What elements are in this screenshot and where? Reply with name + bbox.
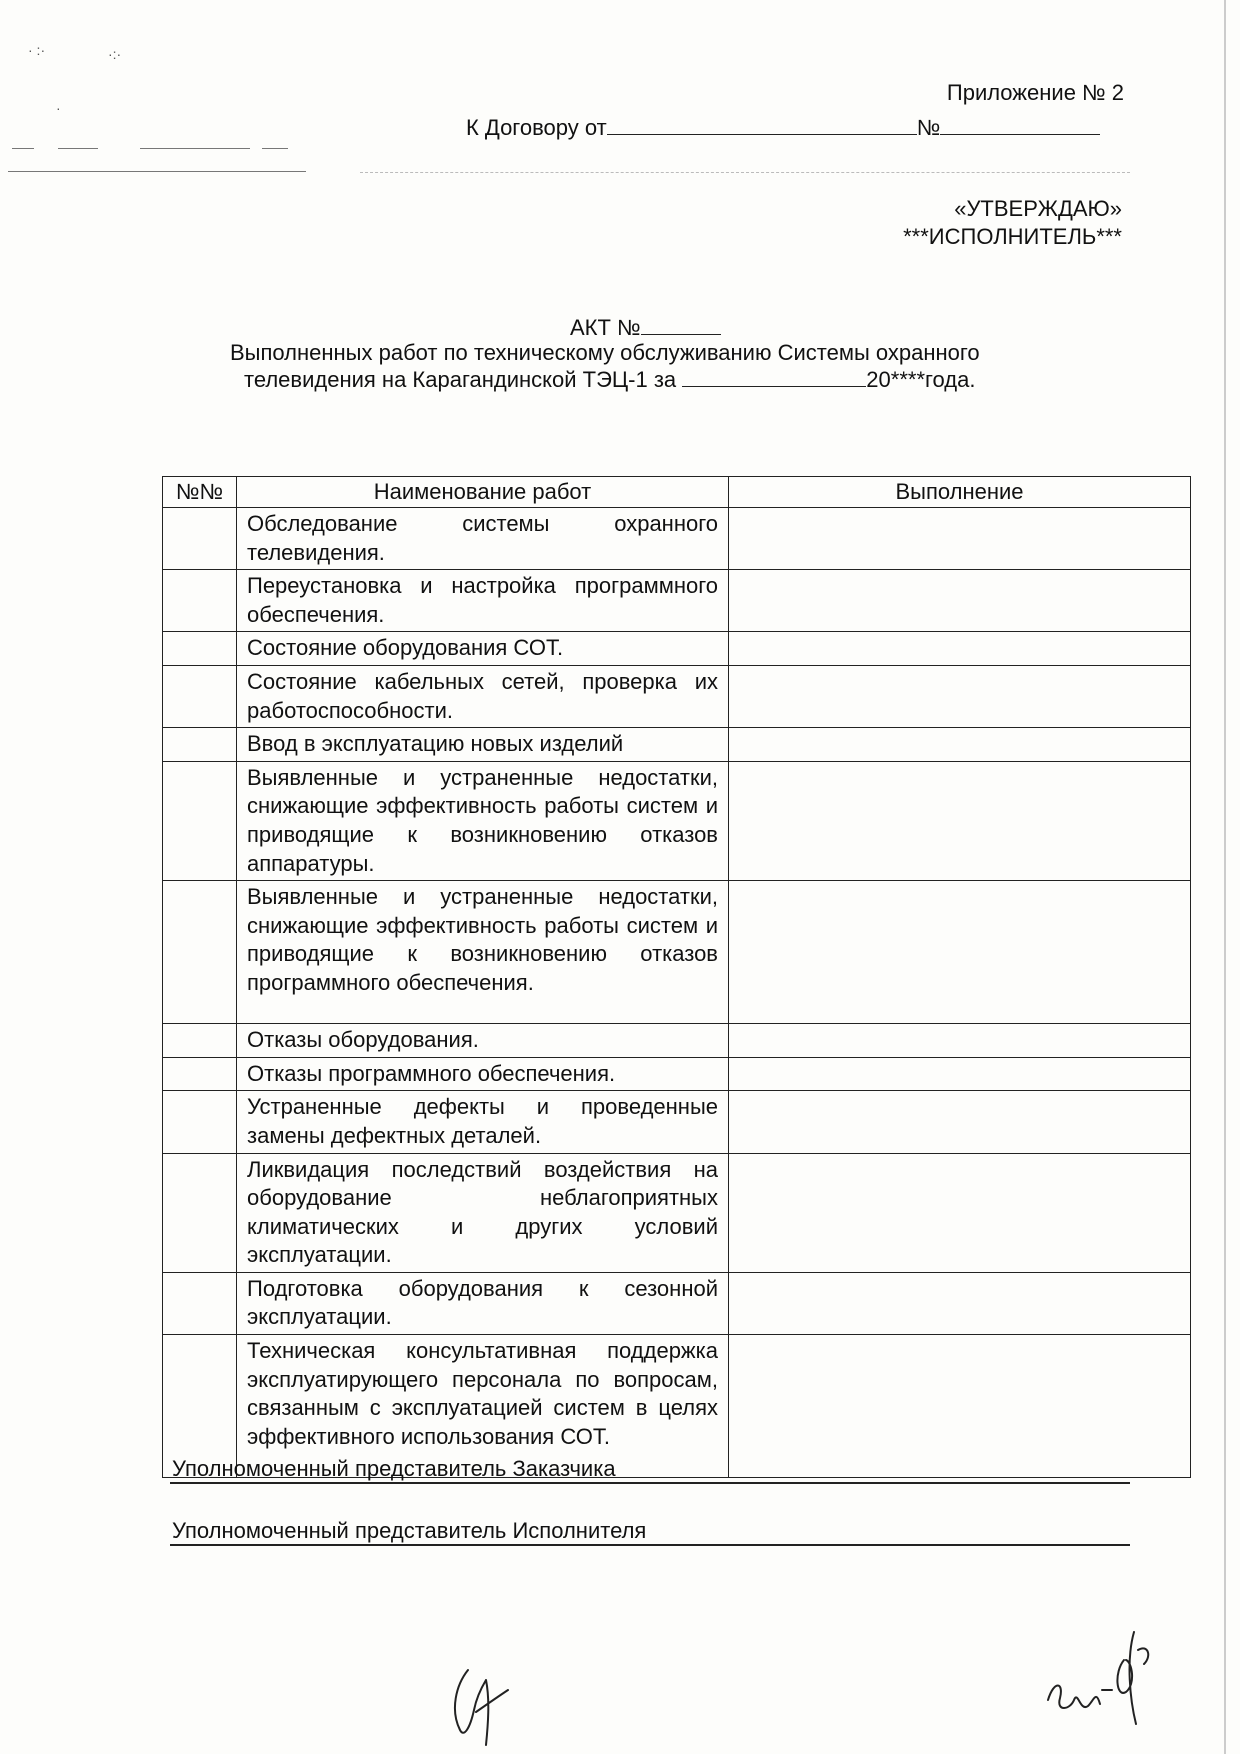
contractor-signature-line [170, 1544, 1130, 1546]
customer-representative-label: Уполномоченный представитель Заказчика [172, 1456, 616, 1481]
act-label: АКТ № [570, 315, 641, 340]
work-name-cell: Устраненные дефекты и проведенные замены дефектных деталей. [237, 1091, 729, 1153]
column-header-result: Выполнение [729, 477, 1191, 508]
period-blank [682, 366, 866, 387]
row-number-cell [163, 1091, 237, 1153]
contract-date-blank [607, 114, 917, 135]
work-name-cell: Выявленные и устраненные недостатки, снижающие эффективность работы систем и приводящие к возникновению отказов аппаратуры. [237, 761, 729, 880]
work-result-cell [729, 761, 1191, 880]
row-number-cell [163, 570, 237, 632]
work-name-cell: Отказы оборудования. [237, 1024, 729, 1058]
scan-artifact-line [58, 148, 98, 149]
act-subtitle-line1: Выполненных работ по техническому обслуживанию Системы охранного [230, 340, 980, 365]
row-number-cell [163, 1024, 237, 1058]
row-number-cell [163, 728, 237, 762]
row-number-cell [163, 881, 237, 1024]
work-name-cell: Техническая консультативная поддержка эксплуатирующего персонала по вопросам, связанным с эксплуатацией систем в целях эффективного использования СОТ. [237, 1335, 729, 1478]
row-number-cell [163, 632, 237, 666]
table-row [163, 1153, 1191, 1272]
table-row [163, 1024, 1191, 1058]
act-number-blank [641, 314, 721, 335]
work-result-cell [729, 632, 1191, 666]
work-name-cell: Выявленные и устраненные недостатки, снижающие эффективность работы систем и приводящие к возникновению отказов программного обеспечения. [237, 881, 729, 1024]
table-row [163, 508, 1191, 570]
table-row [163, 570, 1191, 632]
row-number-cell [163, 665, 237, 727]
work-result-cell [729, 1272, 1191, 1334]
handwritten-initials-left [446, 1650, 516, 1750]
table-row [163, 1091, 1191, 1153]
work-name-cell: Подготовка оборудования к сезонной эксплуатации. [237, 1272, 729, 1334]
contract-number-label: № [916, 115, 941, 140]
table-row [163, 881, 1191, 1024]
work-name-cell: Обследование системы охранного телевидения. [237, 508, 729, 570]
column-header-name: Наименование работ [237, 477, 729, 508]
contract-number-blank [940, 114, 1100, 135]
scan-artifact-dots [360, 172, 1130, 173]
contractor-representative-label: Уполномоченный представитель Исполнителя [172, 1518, 647, 1543]
appendix-label: Приложение № 2 [946, 80, 1124, 105]
act-title [570, 314, 721, 341]
table-row [163, 761, 1191, 880]
work-name-cell: Отказы программного обеспечения. [237, 1057, 729, 1091]
work-result-cell [729, 881, 1191, 1024]
table-row [163, 665, 1191, 727]
scan-edge-line [1224, 0, 1226, 1754]
work-result-cell [729, 1335, 1191, 1478]
column-header-number: №№ [163, 477, 237, 508]
row-number-cell [163, 1272, 237, 1334]
contract-reference [466, 114, 1100, 141]
work-name-cell: Ликвидация последствий воздействия на оборудование неблагоприятных климатических и других условий эксплуатации. [237, 1153, 729, 1272]
scan-artifact-line [140, 148, 250, 149]
table-header-row [163, 477, 1191, 508]
contract-prefix: К Договору от [466, 115, 607, 140]
works-table [162, 476, 1191, 1478]
approval-party: ***ИСПОЛНИТЕЛЬ*** [903, 224, 1122, 249]
work-result-cell [729, 1024, 1191, 1058]
scan-artifact-line [262, 148, 288, 149]
work-result-cell [729, 570, 1191, 632]
row-number-cell [163, 761, 237, 880]
work-result-cell [729, 1091, 1191, 1153]
work-result-cell [729, 508, 1191, 570]
table-row [163, 632, 1191, 666]
scan-artifact-line [8, 171, 306, 172]
scan-speck: · [56, 100, 61, 116]
period-prefix: телевидения на Карагандинской ТЭЦ-1 за [244, 367, 677, 392]
table-row [163, 1057, 1191, 1091]
scan-speck: ·:· [108, 46, 122, 62]
act-subtitle-line2 [244, 366, 976, 393]
work-result-cell [729, 728, 1191, 762]
scan-speck: · :· [28, 42, 46, 58]
work-name-cell: Состояние оборудования СОТ. [237, 632, 729, 666]
row-number-cell [163, 508, 237, 570]
handwritten-signature-right [1040, 1620, 1160, 1740]
table-row [163, 1272, 1191, 1334]
customer-signature-line [170, 1482, 1130, 1484]
row-number-cell [163, 1057, 237, 1091]
table-row [163, 728, 1191, 762]
work-result-cell [729, 1153, 1191, 1272]
row-number-cell [163, 1153, 237, 1272]
work-result-cell [729, 665, 1191, 727]
work-name-cell: Состояние кабельных сетей, проверка их работоспособности. [237, 665, 729, 727]
work-result-cell [729, 1057, 1191, 1091]
work-name-cell: Переустановка и настройка программного обеспечения. [237, 570, 729, 632]
approval-stamp-line: «УТВЕРЖДАЮ» [954, 196, 1122, 221]
work-name-cell: Ввод в эксплуатацию новых изделий [237, 728, 729, 762]
period-year: 20****года. [866, 367, 976, 392]
scan-artifact-line [12, 148, 34, 149]
